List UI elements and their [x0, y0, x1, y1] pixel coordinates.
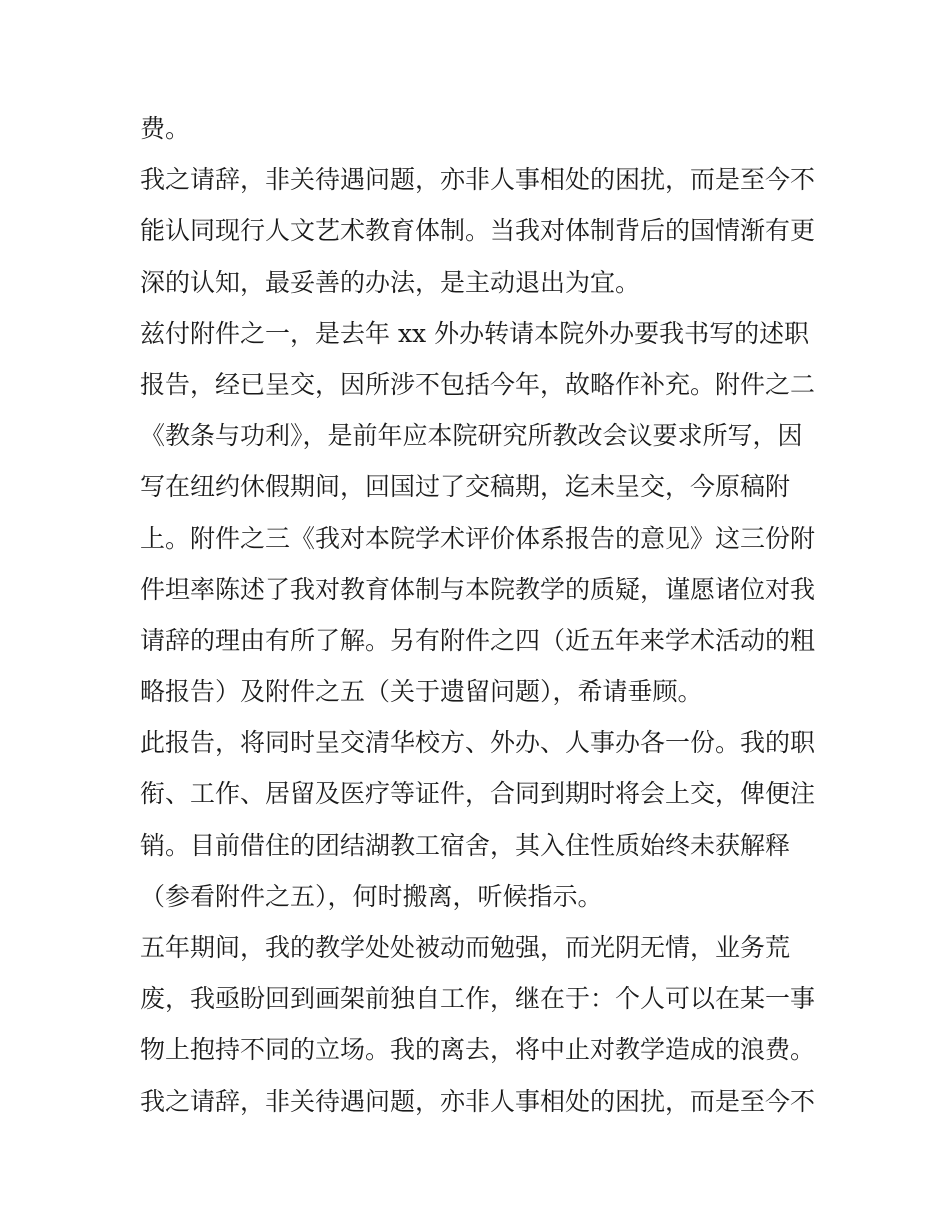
text-line: 报告，经已呈交，因所涉不包括今年，故略作补充。附件之二 — [140, 369, 816, 399]
text-line: 件坦率陈述了我对教育体制与本院教学的质疑，谨愿诸位对我 — [140, 574, 816, 604]
text-line: 我之请辞，非关待遇问题，亦非人事相处的困扰，而是至今不 — [140, 1086, 816, 1116]
text-line: 请辞的理由有所了解。另有附件之四（近五年来学术活动的粗 — [140, 625, 816, 655]
text-line: 费。 — [140, 114, 191, 143]
text-line: 写在纽约休假期间，回国过了交稿期，迄未呈交，今原稿附 — [140, 472, 791, 502]
text-line: 销。目前借住的团结湖教工宿舍，其入住性质始终未获解释 — [140, 830, 791, 860]
text-line: 上。附件之三《我对本院学术评价体系报告的意见》这三份附 — [140, 523, 816, 553]
text-line: 《教条与功利》，是前年应本院研究所教改会议要求所写，因 — [140, 421, 803, 451]
document-body — [140, 103, 820, 1127]
text-line: 能认同现行人文艺术教育体制。当我对体制背后的国情渐有更 — [140, 216, 816, 246]
text-line: 五年期间，我的教学处处被动而勉强，而光阴无情，业务荒 — [140, 933, 791, 962]
text-line: 物上抱持不同的立场。我的离去，将中止对教学造成的浪费。 — [140, 1035, 816, 1065]
text-line: 深的认知，最妥善的办法，是主动退出为宜。 — [140, 267, 641, 297]
text-line: 兹付附件之一，是去年 xx 外办转请本院外办要我书写的述职 — [140, 318, 810, 348]
text-line: 略报告）及附件之五（关于遗留问题），希请垂顾。 — [140, 677, 703, 707]
text-line: 我之请辞，非关待遇问题，亦非人事相处的困扰，而是至今不 — [140, 165, 816, 195]
text-line: （参看附件之五），何时搬离，听候指示。 — [140, 881, 603, 911]
text-line: 衔、工作、居留及医疗等证件，合同到期时将会上交，俾便注 — [140, 779, 816, 809]
text-line: 此报告，将同时呈交清华校方、外办、人事办各一份。我的职 — [140, 728, 816, 758]
text-line: 废，我亟盼回到画架前独自工作，继在于：个人可以在某一事 — [140, 984, 816, 1014]
